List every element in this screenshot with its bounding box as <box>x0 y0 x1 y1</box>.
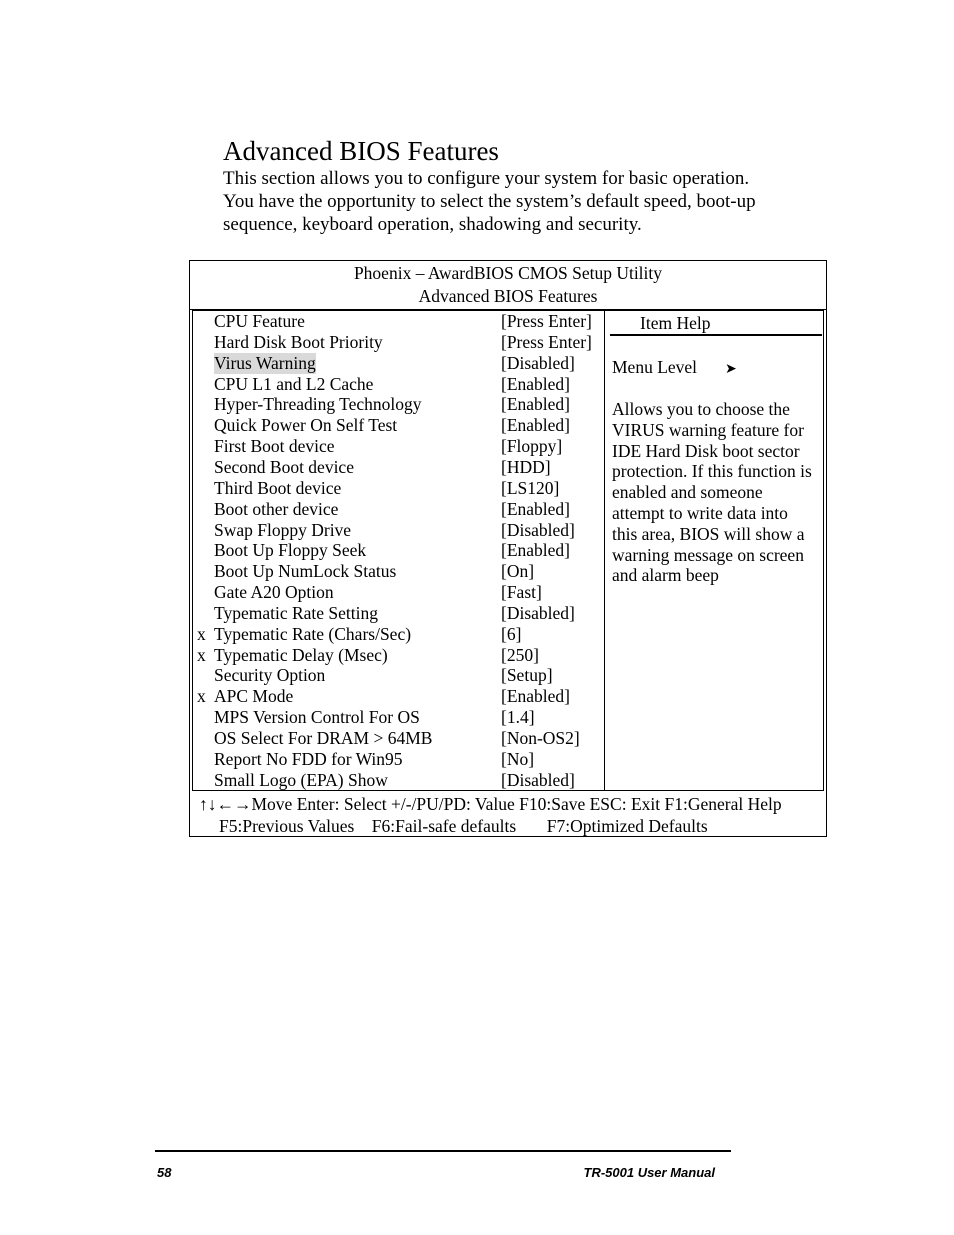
setting-row[interactable] <box>193 770 604 791</box>
setting-label: MPS Version Control For OS <box>214 707 420 728</box>
disabled-mark: x <box>197 686 206 707</box>
item-help-title: Item Help <box>610 312 822 336</box>
setting-row[interactable] <box>193 499 604 520</box>
setting-label: Third Boot device <box>214 477 342 498</box>
setting-row[interactable] <box>193 582 604 603</box>
setting-value[interactable]: [250] <box>501 644 539 665</box>
key-legend-line-2: F5:Previous Values F6:Fail-safe defaults F7:Optimized Defaults <box>219 816 708 836</box>
help-text-line: enabled and someone <box>612 482 763 503</box>
setting-label: Quick Power On Self Test <box>214 415 398 436</box>
setting-label: Hyper-Threading Technology <box>214 394 422 415</box>
setting-row[interactable] <box>193 520 604 541</box>
setting-row[interactable] <box>193 311 604 332</box>
setting-label: Typematic Delay (Msec) <box>214 644 388 665</box>
manual-title: TR-5001 User Manual <box>583 1165 715 1180</box>
disabled-mark: x <box>197 644 206 665</box>
disabled-mark: x <box>197 623 206 644</box>
setting-value[interactable]: [Disabled] <box>501 769 575 790</box>
bios-page-title: Advanced BIOS Features <box>418 286 598 306</box>
setting-label: Second Boot device <box>214 456 354 477</box>
intro-paragraph <box>223 167 823 236</box>
setting-label: OS Select For DRAM > 64MB <box>214 728 433 748</box>
setting-row[interactable] <box>193 603 604 624</box>
setting-row[interactable] <box>193 540 604 561</box>
setting-value[interactable]: [Disabled] <box>501 519 575 540</box>
setting-value[interactable]: [Enabled] <box>501 540 570 561</box>
bios-setup-screen <box>189 260 827 837</box>
setting-label: First Boot device <box>214 436 335 457</box>
setting-value[interactable]: [On] <box>501 561 535 582</box>
setting-row[interactable] <box>193 394 604 415</box>
page-number: 58 <box>157 1165 172 1180</box>
intro-line: You have the opportunity to select the system’s default speed, boot-up <box>223 191 756 212</box>
setting-label: Hard Disk Boot Priority <box>214 331 383 352</box>
setting-value[interactable]: [Fast] <box>501 582 542 603</box>
setting-row[interactable] <box>193 332 604 353</box>
setting-value[interactable]: [Press Enter] <box>501 331 592 352</box>
setting-label: Security Option <box>214 665 326 686</box>
setting-row[interactable] <box>193 707 604 728</box>
footer-divider <box>155 1150 731 1152</box>
help-text-line: IDE Hard Disk boot sector <box>612 440 800 461</box>
setting-row[interactable] <box>193 645 604 666</box>
intro-line: sequence, keyboard operation, shadowing and security. <box>223 214 642 235</box>
setting-value[interactable]: [No] <box>501 748 535 769</box>
setting-label: Typematic Rate (Chars/Sec) <box>214 623 412 644</box>
setting-value[interactable]: [1.4] <box>501 707 535 728</box>
setting-row[interactable] <box>193 478 604 499</box>
help-text-line: protection. If this function is <box>612 461 812 482</box>
setting-label: Virus Warning <box>214 352 316 373</box>
setting-value[interactable]: [Press Enter] <box>501 311 592 331</box>
intro-line: This section allows you to configure your system for basic operation. <box>223 168 750 189</box>
setting-value[interactable]: [Enabled] <box>501 394 570 415</box>
setting-value[interactable]: [Disabled] <box>501 352 575 373</box>
setting-label: Typematic Rate Setting <box>214 602 379 623</box>
menu-level <box>612 357 737 380</box>
setting-label: Small Logo (EPA) Show <box>214 769 388 790</box>
setting-value[interactable]: [Enabled] <box>501 415 570 436</box>
setting-value[interactable]: [Disabled] <box>501 602 575 623</box>
settings-list <box>193 311 605 790</box>
key-legend-line-1: ↑↓←→Move Enter: Select +/-/PU/PD: Value F10:Save ESC: Exit F1:General Help <box>199 794 782 814</box>
setting-label: CPU L1 and L2 Cache <box>214 373 374 394</box>
setting-label: Gate A20 Option <box>214 582 334 603</box>
setting-label: Report No FDD for Win95 <box>214 748 403 769</box>
setting-label: Boot other device <box>214 498 339 519</box>
page-title: Advanced BIOS Features <box>223 136 499 166</box>
setting-value[interactable]: [HDD] <box>501 456 551 477</box>
item-help-text <box>612 399 826 586</box>
setting-row[interactable] <box>193 749 604 770</box>
setting-row[interactable] <box>193 686 604 707</box>
setting-row[interactable] <box>193 561 604 582</box>
setting-row[interactable] <box>193 353 604 374</box>
setting-label: Swap Floppy Drive <box>214 519 352 540</box>
arrowhead-right-icon: ➤ <box>725 362 737 377</box>
bios-key-legend <box>190 793 826 837</box>
setting-label: CPU Feature <box>214 311 305 331</box>
bios-utility-title: Phoenix – AwardBIOS CMOS Setup Utility <box>353 263 663 283</box>
setting-row[interactable] <box>193 728 604 749</box>
help-text-line: VIRUS warning feature for <box>612 419 804 440</box>
bios-header <box>190 261 826 310</box>
item-help-panel <box>605 311 823 790</box>
setting-row[interactable] <box>193 436 604 457</box>
bios-body <box>192 310 824 791</box>
setting-row[interactable] <box>193 374 604 395</box>
setting-value[interactable]: [Setup] <box>501 665 553 686</box>
help-text-line: and alarm beep <box>612 565 719 586</box>
setting-row[interactable] <box>193 457 604 478</box>
help-text-line: warning message on screen <box>612 544 804 565</box>
setting-label: APC Mode <box>214 686 294 707</box>
setting-value[interactable]: [Enabled] <box>501 686 570 707</box>
setting-value[interactable]: [Floppy] <box>501 436 563 457</box>
menu-level-label: Menu Level <box>612 357 698 377</box>
setting-row[interactable] <box>193 624 604 645</box>
setting-label: Boot Up NumLock Status <box>214 561 397 582</box>
setting-value[interactable]: [Enabled] <box>501 498 570 519</box>
help-text-line: this area, BIOS will show a <box>612 523 805 544</box>
setting-row[interactable] <box>193 415 604 436</box>
help-text-line: attempt to write data into <box>612 502 788 523</box>
help-text-line: Allows you to choose the <box>612 399 790 419</box>
setting-value[interactable]: [Enabled] <box>501 373 570 394</box>
setting-label: Boot Up Floppy Seek <box>214 540 367 561</box>
setting-value[interactable]: [LS120] <box>501 477 560 498</box>
setting-value[interactable]: [6] <box>501 623 522 644</box>
setting-value[interactable]: [Non-OS2] <box>501 728 580 748</box>
setting-row[interactable] <box>193 665 604 686</box>
